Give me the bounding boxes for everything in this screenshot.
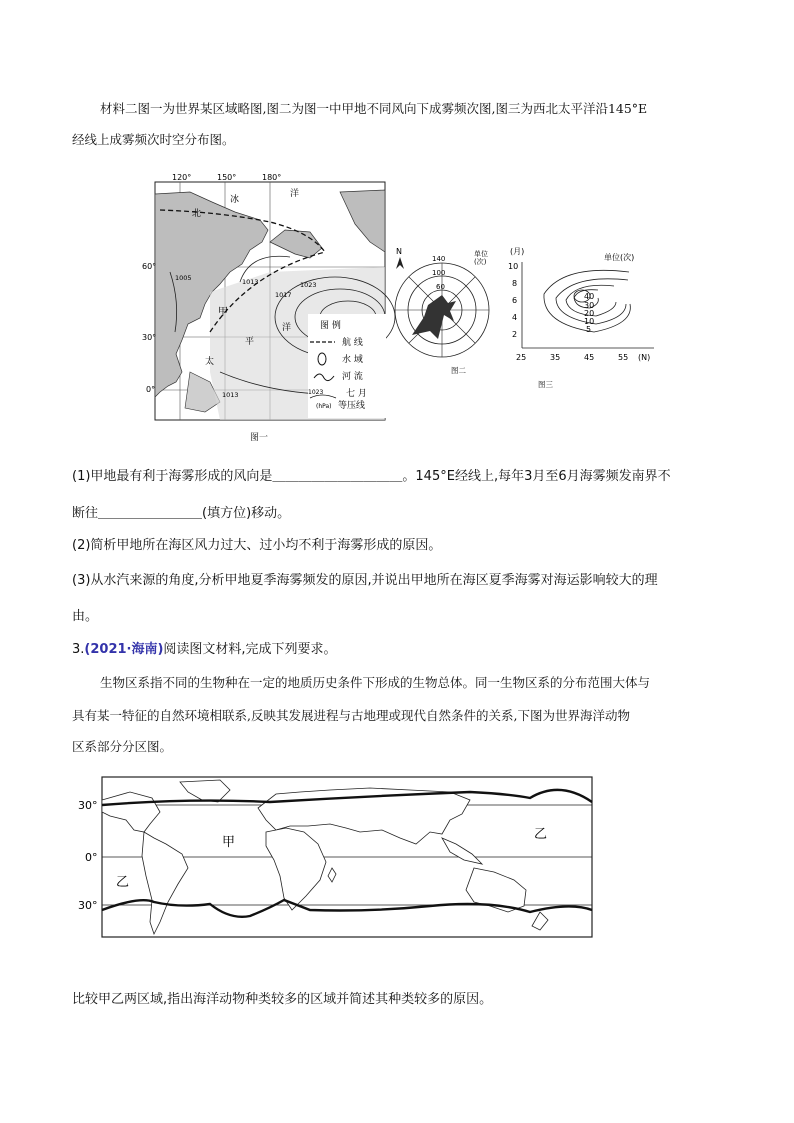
figure-2-caption: 图二 xyxy=(451,366,466,375)
unit-label-2: (次) xyxy=(474,258,487,266)
legend-route: 航 线 xyxy=(342,338,363,348)
lat-label-30n: 30° xyxy=(78,799,98,812)
contour-label-10: 10 xyxy=(584,317,595,326)
legend-water: 水 域 xyxy=(342,355,363,365)
x-tick-25: 25 xyxy=(516,353,527,362)
x-tick-45: 45 xyxy=(584,353,595,362)
lat-label-60: 60° xyxy=(142,262,157,271)
lon-label-120: 120° xyxy=(172,173,192,182)
problem-3-question: 比较甲乙两区域,指出海洋动物种类较多的区域并简述其种类较多的原因。 xyxy=(72,992,493,1007)
question-3-line-1: (3)从水汽来源的角度,分析甲地夏季海雾频发的原因,并说出甲地所在海区夏季海雾对海运影响较大的理 xyxy=(72,573,658,588)
legend-river: 河 流 xyxy=(342,372,363,382)
problem-prompt: 阅读图文材料,完成下列要求。 xyxy=(163,642,337,657)
x-unit: (N) xyxy=(638,353,651,362)
legend-isobar-sub: 等压线 xyxy=(338,401,366,411)
isobar-label-1017: 1017 xyxy=(275,291,292,299)
legend-isobar: 七 月 xyxy=(346,389,367,399)
sea-label-yang-2: 洋 xyxy=(282,323,292,333)
sea-label-tai: 太 xyxy=(205,357,215,367)
y-tick-6: 6 xyxy=(512,296,518,305)
sea-label-ping: 平 xyxy=(245,337,255,347)
legend-isobar-unit: (hPa) xyxy=(316,403,332,410)
figure-1-caption: 图一 xyxy=(250,433,269,443)
question-1-line-1: (1)甲地最有利于海雾形成的风向是＿＿＿＿＿＿＿＿＿＿。145°E经线上,每年3月至6月海雾频发南界不 xyxy=(72,469,671,484)
world-ocean-fauna-map xyxy=(70,772,600,942)
lat-label-30s: 30° xyxy=(78,899,98,912)
material-line-1: 材料二图一为世界某区域略图,图二为图一中甲地不同风向下成雾频次图,图三为西北太平洋沿145°E xyxy=(100,101,648,116)
isobar-label-1023: 1023 xyxy=(300,281,317,289)
isobar-label-1013-a: 1013 xyxy=(242,278,259,286)
y-tick-4: 4 xyxy=(512,313,518,322)
ring-label-140: 140 xyxy=(432,255,446,263)
lat-label-30: 30° xyxy=(142,333,157,342)
question-3-line-2: 由。 xyxy=(72,609,99,624)
unit-label: 单位(次) xyxy=(604,253,635,262)
contour-label-5: 5 xyxy=(586,325,592,334)
ring-label-100: 100 xyxy=(432,269,446,277)
question-1-line-2: 断往＿＿＿＿＿＿＿＿(填方位)移动。 xyxy=(72,506,291,521)
sea-label-bing: 冰 xyxy=(230,195,240,205)
isobar-label-1013-b: 1013 xyxy=(222,391,239,399)
legend-title: 图 例 xyxy=(320,321,341,331)
lat-label-0: 0° xyxy=(146,385,156,394)
x-tick-55: 55 xyxy=(618,353,629,362)
contour-label-30: 30 xyxy=(584,301,595,310)
north-arrow-icon xyxy=(396,257,404,269)
region-yi-east: 乙 xyxy=(534,827,548,842)
lat-label-0: 0° xyxy=(85,851,98,864)
region-jia: 甲 xyxy=(222,835,236,850)
ring-label-60: 60 xyxy=(436,283,445,291)
y-axis-title: (月) xyxy=(510,247,525,256)
figure-1-map xyxy=(142,172,390,432)
isobar-label-1005: 1005 xyxy=(175,274,192,282)
problem-3-para-2: 具有某一特征的自然环境相联系,反映其发展进程与古地理或现代自然条件的关系,下图为世界海洋动物 xyxy=(72,708,630,723)
north-label: N xyxy=(396,247,402,256)
wind-rose-area xyxy=(412,295,456,339)
y-tick-2: 2 xyxy=(512,330,518,339)
contour-label-40: 40 xyxy=(584,292,595,301)
contour-label-20: 20 xyxy=(584,309,595,318)
region-yi-west: 乙 xyxy=(116,875,130,890)
x-tick-35: 35 xyxy=(550,353,561,362)
lon-label-180: 180° xyxy=(262,173,282,182)
unit-label: 单位 xyxy=(474,250,488,258)
region-jia: 甲 xyxy=(218,307,228,318)
problem-3-heading xyxy=(72,643,337,656)
sea-label-bei: 北 xyxy=(192,209,202,219)
legend-isobar-sample: 1023 xyxy=(308,389,324,396)
problem-number: 3. xyxy=(72,642,85,657)
figure-2-wind-rose xyxy=(390,245,500,375)
lon-label-150: 150° xyxy=(217,173,237,182)
problem-3-para-1: 生物区系指不同的生物种在一定的地质历史条件下形成的生物总体。同一生物区系的分布范围大体与 xyxy=(100,675,651,690)
figure-3-contour-chart xyxy=(504,244,664,374)
y-tick-10: 10 xyxy=(508,262,519,271)
problem-source: (2021·海南) xyxy=(84,642,164,657)
material-line-2: 经线上成雾频次时空分布图。 xyxy=(72,132,235,147)
figure-3-caption: 图三 xyxy=(538,380,553,389)
sea-label-yang-1: 洋 xyxy=(290,189,300,199)
y-tick-8: 8 xyxy=(512,279,518,288)
problem-3-para-3: 区系部分分区图。 xyxy=(72,739,173,754)
question-2: (2)简析甲地所在海区风力过大、过小均不利于海雾形成的原因。 xyxy=(72,538,442,553)
